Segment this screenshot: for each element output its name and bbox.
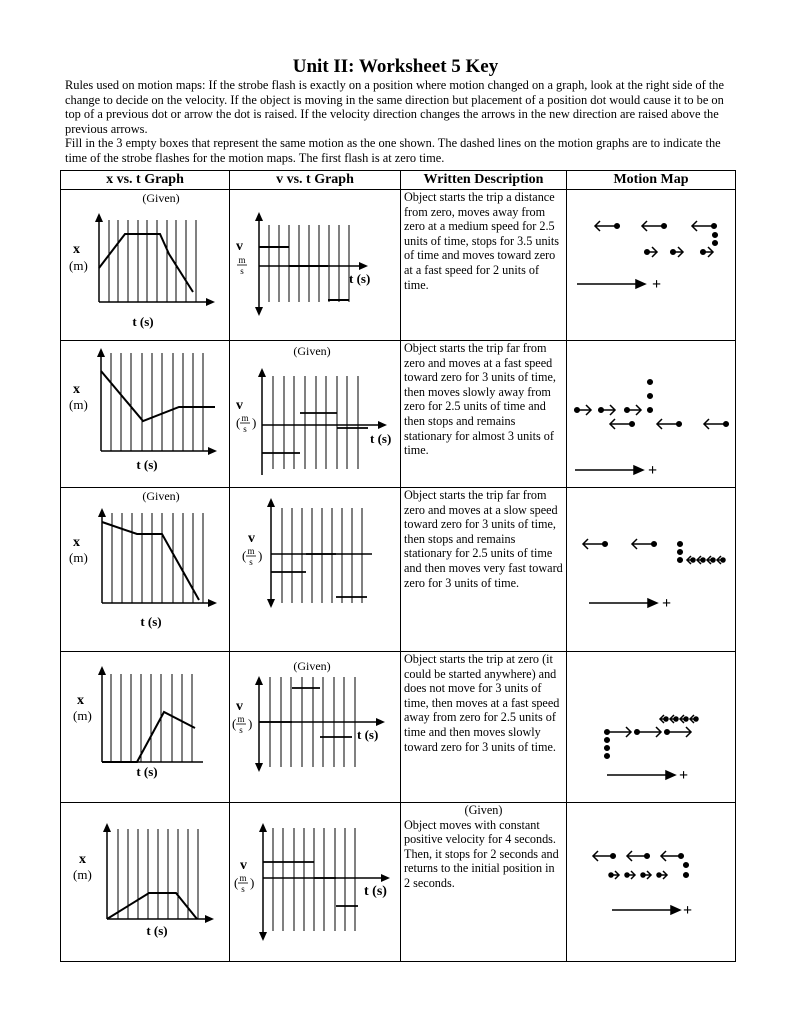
t-axis-label: t (s) [136, 457, 158, 472]
t-axis-label: t (s) [132, 314, 154, 329]
row-3-description: Object starts the trip far from zero and moves at a slow speed toward zero for 3 units of time, then stops and remains stationary for 2.5 units of time and then moves very fast toward zero for 3 units of time. [401, 488, 567, 652]
row-1-map-cell [567, 190, 736, 341]
t-axis-label: t (s) [349, 271, 371, 286]
v-axis-label: v [236, 398, 243, 413]
header-map: Motion Map [567, 171, 736, 190]
row-4-map-cell [567, 652, 736, 803]
given-label: (Given) [142, 489, 180, 503]
x-unit-label: (m) [73, 708, 92, 723]
plus-sign: + [662, 595, 672, 612]
row-3-map-cell [567, 488, 736, 652]
rules-paragraph: Rules used on motion maps: If the strobe flash is exactly on a position where motion changed on a graph, look at the right side of the change to decide on the velocity. If the object is moving in the same direction but placement of a position dot would cause it to be on top of a previous dot or arrow the dot is raised. If the velocity direction changes the arrows in the new direction are raised above the previous arrows. [65, 78, 724, 136]
row-4-description: Object starts the trip at zero (it could be started anywhere) and does not move for 3 units of time, then moves at a fast speed away from zero for 2.5 units of time and then moves slowly toward zero for 3 units of time. [401, 652, 567, 803]
v-unit-num: m [239, 873, 247, 883]
v-unit-den: s [241, 884, 245, 894]
row-3 [61, 488, 736, 652]
v-unit-paren-close: ) [252, 415, 257, 430]
v-axis-label: v [236, 239, 243, 254]
v-unit-paren: ( [236, 415, 241, 430]
row-1-description: Object starts the trip a distance from zero, moves away from zero at a medium speed for 2.5 units of time, stops for 3.5 units of time and moves toward zero at a fast speed for 2 units of time. [401, 190, 567, 341]
v-unit-den: s [240, 266, 244, 276]
row-1-motion-map [567, 190, 735, 340]
row-5-map-cell [567, 803, 736, 962]
v-unit-den: s [249, 557, 253, 567]
row-2-xt-cell [61, 341, 230, 488]
row-2-vt-cell [230, 341, 401, 488]
v-unit-paren: ( [232, 716, 237, 731]
t-axis-label: t (s) [357, 727, 379, 742]
given-label: (Given) [142, 191, 180, 205]
row-3-xt-graph [61, 488, 229, 651]
header-xt: x vs. t Graph [61, 171, 230, 190]
t-axis-label: t (s) [136, 764, 158, 779]
row-1 [61, 190, 736, 341]
x-axis-label: x [73, 535, 80, 550]
row-4-motion-map [567, 652, 735, 802]
row-2-vt-graph [230, 341, 400, 487]
t-axis-label: t (s) [364, 884, 387, 899]
row-2-xt-graph [61, 341, 229, 487]
row-2-map-cell [567, 341, 736, 488]
x-axis-label: x [73, 242, 80, 257]
header-vt: v vs. t Graph [230, 171, 401, 190]
row-1-vt-cell [230, 190, 401, 341]
row-4-xt-cell [61, 652, 230, 803]
row-5-vt-cell [230, 803, 401, 962]
v-unit-paren: ( [234, 875, 239, 890]
row-5-vt-graph [230, 803, 400, 961]
intro-text [65, 78, 737, 166]
worksheet-table [60, 170, 736, 962]
v-axis-label: v [236, 699, 243, 714]
row-1-vt-graph [230, 190, 400, 340]
x-unit-label: (m) [69, 397, 88, 412]
row-1-xt-graph [61, 190, 229, 340]
x-axis-label: x [73, 382, 80, 397]
row-3-vt-graph [230, 488, 400, 651]
v-unit-paren-close: ) [248, 716, 253, 731]
row-5-xt-graph [61, 803, 229, 961]
row-2-description: Object starts the trip far from zero and moves at a fast speed toward zero for 3 units of time, then moves slowly away from zero for 2.5 units of time and then stops and remains stationary for almost 3 units of time. [401, 341, 567, 488]
row-3-motion-map [567, 488, 735, 651]
plus-sign: + [683, 902, 693, 919]
row-4-xt-graph [61, 652, 229, 802]
x-axis-label: x [77, 693, 84, 708]
row-4 [61, 652, 736, 803]
v-unit-num: m [247, 546, 255, 556]
row-4-vt-graph [230, 652, 400, 802]
v-unit-num: m [241, 413, 249, 423]
row-4-vt-cell [230, 652, 401, 803]
plus-sign: + [652, 276, 662, 293]
plus-sign: + [679, 767, 689, 784]
row-2 [61, 341, 736, 488]
v-unit-den: s [243, 424, 247, 434]
row-5-xt-cell [61, 803, 230, 962]
row-5-description: Object moves with constant positive velocity for 4 seconds. Then, it stops for 2 seconds and returns to the initial position in 2 seconds. [404, 817, 559, 890]
v-unit-num: m [237, 714, 245, 724]
row-2-motion-map [567, 341, 735, 487]
header-desc: Written Description [401, 171, 567, 190]
x-axis-label: x [79, 852, 86, 867]
v-unit-paren: ( [242, 548, 247, 563]
v-unit-paren-close: ) [258, 548, 263, 563]
page-title: Unit II: Worksheet 5 Key [292, 56, 499, 77]
given-label: (Given) [293, 344, 331, 358]
row-1-xt-cell [61, 190, 230, 341]
x-unit-label: (m) [73, 867, 92, 882]
v-unit-paren-close: ) [250, 875, 255, 890]
x-unit-label: (m) [69, 550, 88, 565]
row-3-xt-cell [61, 488, 230, 652]
t-axis-label: t (s) [140, 614, 162, 629]
v-unit-den: s [239, 725, 243, 735]
row-5-description-cell [401, 803, 567, 962]
header-row [61, 171, 736, 190]
t-axis-label: t (s) [146, 923, 168, 938]
x-unit-label: (m) [69, 258, 88, 273]
t-axis-label: t (s) [370, 431, 392, 446]
row-3-vt-cell [230, 488, 401, 652]
given-label: (Given) [293, 659, 331, 673]
row-5 [61, 803, 736, 962]
instructions-paragraph: Fill in the 3 empty boxes that represent the same motion as the one shown. The dashed lines on the motion graphs are to indicate the time of the strobe flashes for the motion maps. The first flash is at zero time. [65, 136, 721, 165]
plus-sign: + [648, 462, 658, 479]
given-label: (Given) [464, 803, 503, 817]
v-unit-num: m [238, 255, 246, 265]
row-5-motion-map [567, 803, 735, 961]
v-axis-label: v [248, 531, 255, 546]
v-axis-label: v [240, 858, 247, 873]
